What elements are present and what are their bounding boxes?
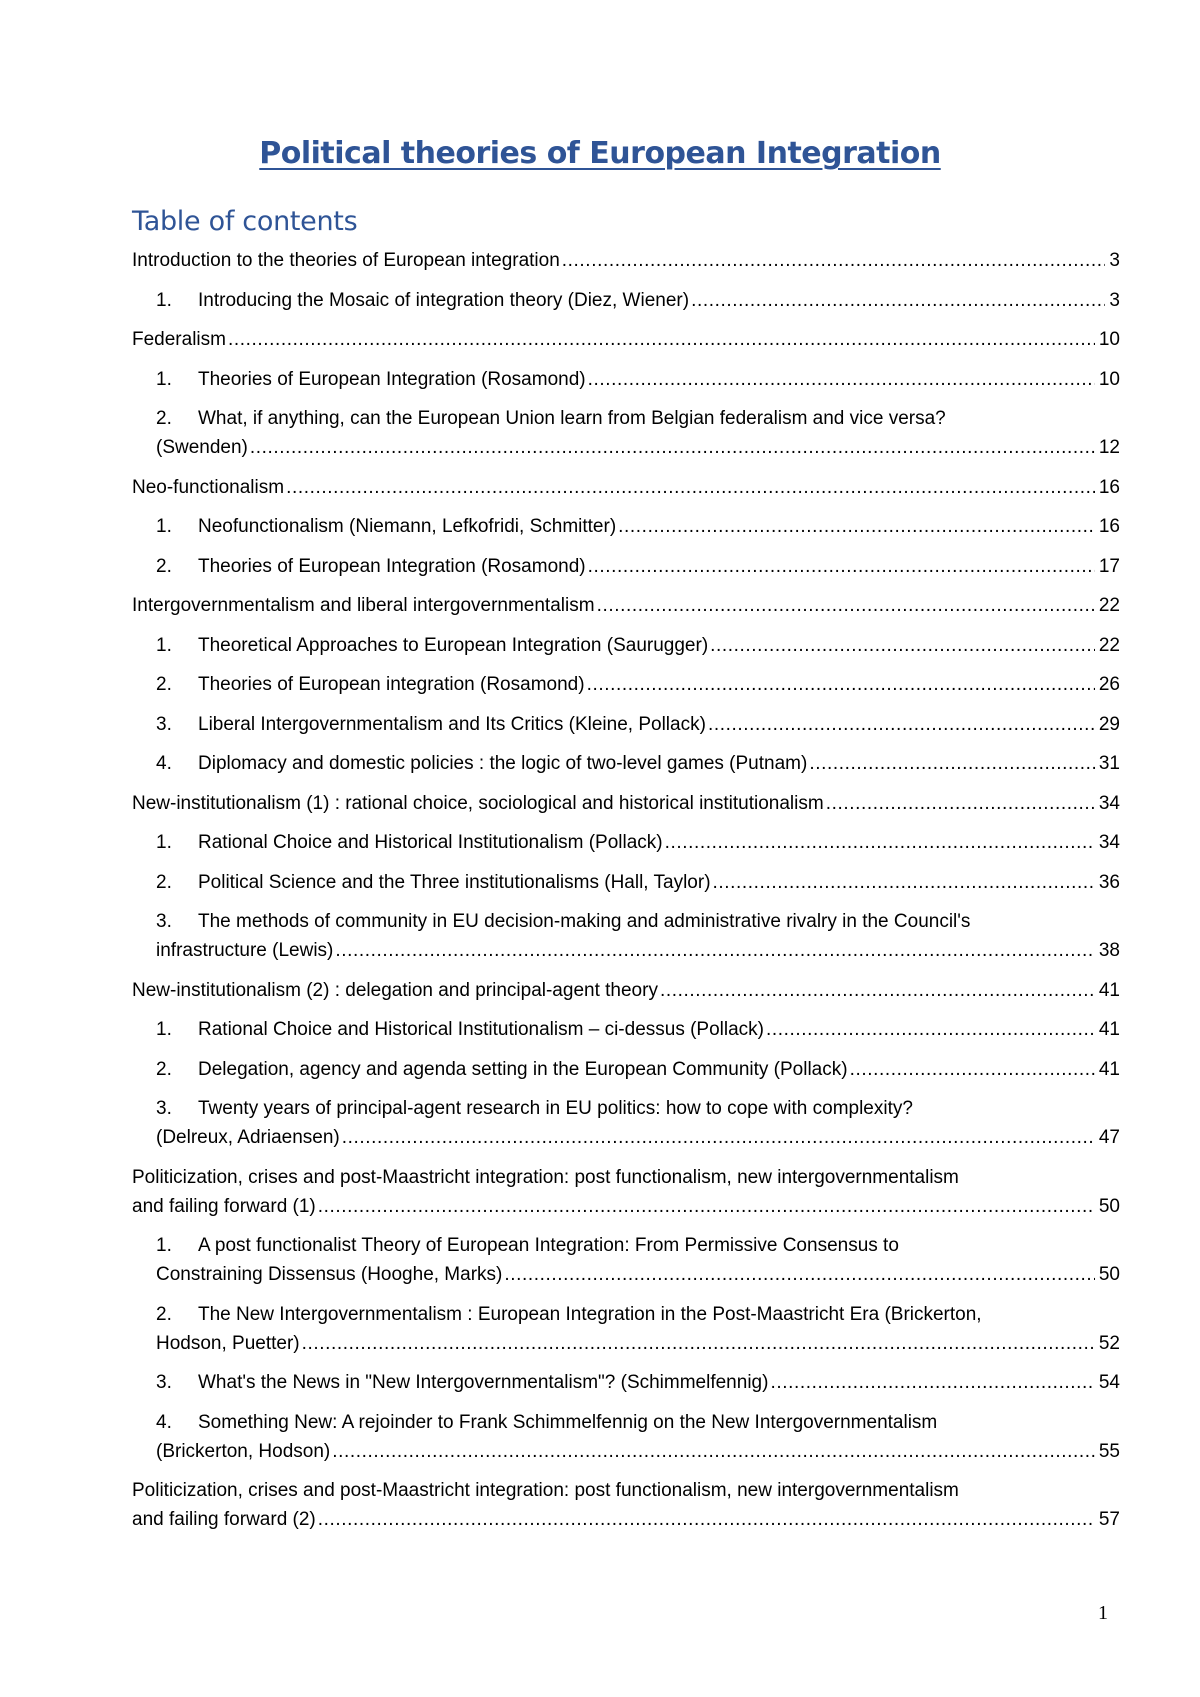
toc-entry-title: Theories of European Integration (Rosamond) [198, 555, 586, 577]
toc-entry-title-continued: Constraining Dissensus (Hooghe, Marks) [156, 1264, 503, 1285]
dot-leader [770, 1368, 1094, 1397]
toc-entry-number: 1. [156, 832, 172, 853]
toc-page-number: 16 [1098, 476, 1120, 498]
toc-entry-title: What's the News in "New Intergovernmentalism"? (Schimmelfennig) [198, 1372, 769, 1393]
toc-entry-number: 3. [156, 1372, 172, 1393]
dot-leader [587, 670, 1095, 699]
toc-entry-number: 1. [156, 1019, 172, 1040]
dot-leader [286, 473, 1095, 502]
toc-entry-politicization-1[interactable] [132, 1163, 1120, 1221]
toc-entry-neo-functionalism[interactable] [132, 473, 1120, 502]
toc-entry-title-continued: infrastructure (Lewis) [156, 940, 334, 961]
toc-page-number: 55 [1098, 1440, 1120, 1462]
toc-entry-title: A post functionalist Theory of European Integration: From Permissive Consensus to [198, 1235, 899, 1256]
toc-page-number: 38 [1098, 940, 1120, 961]
toc-page-number: 10 [1098, 329, 1120, 350]
dot-leader [302, 1329, 1095, 1358]
toc-entry-title-continued: (Swenden) [156, 437, 248, 458]
toc-entry-title: Politicization, crises and post-Maastricht integration: post functionalism, new intergovernmentalism [132, 1166, 959, 1188]
toc-entry-number: 3. [156, 1098, 172, 1119]
toc-page-number: 34 [1098, 832, 1120, 853]
toc-page-number: 29 [1098, 713, 1120, 735]
toc-subentry[interactable] [132, 828, 1120, 857]
toc-entry-number: 1. [156, 634, 172, 656]
dot-leader [504, 1260, 1094, 1289]
toc-entry-number: 2. [156, 408, 172, 429]
toc-entry-title: Theories of European integration (Rosamond) [198, 674, 585, 695]
toc-entry-number: 3. [156, 911, 172, 932]
toc-page-number: 16 [1098, 516, 1120, 537]
dot-leader [713, 868, 1095, 897]
toc-page-number: 31 [1098, 753, 1120, 774]
toc-page-number: 12 [1098, 437, 1120, 458]
dot-leader [318, 1505, 1095, 1534]
dot-leader [826, 789, 1095, 818]
toc-entry-title-continued: Hodson, Puetter) [156, 1332, 300, 1354]
toc-subentry[interactable] [132, 907, 1120, 965]
toc-subentry[interactable] [132, 710, 1120, 739]
toc-entry-title: Introducing the Mosaic of integration theory (Diez, Wiener) [198, 289, 690, 311]
toc-entry-new-institutionalism-2[interactable] [132, 976, 1120, 1005]
toc-page-number: 26 [1098, 674, 1120, 695]
dot-leader [250, 433, 1095, 462]
toc-page-number: 34 [1098, 792, 1120, 814]
toc-entry-title: Intergovernmentalism and liberal intergovernmentalism [132, 595, 595, 616]
dot-leader [660, 976, 1095, 1005]
toc-entry-title: Twenty years of principal-agent research in EU politics: how to cope with complexity? [198, 1098, 913, 1119]
toc-page-number: 10 [1098, 368, 1120, 390]
toc-page-number: 17 [1098, 555, 1120, 577]
toc-entry-number: 1. [156, 516, 172, 537]
toc-subentry[interactable] [132, 1055, 1120, 1084]
toc-subentry[interactable] [132, 631, 1120, 660]
toc-page-number: 57 [1098, 1509, 1120, 1530]
toc-entry-title: Theoretical Approaches to European Integration (Saurugger) [198, 634, 709, 656]
toc-entry-number: 2. [156, 674, 172, 695]
toc-page-number: 41 [1098, 1058, 1120, 1080]
dot-leader [691, 286, 1105, 315]
toc-entry-title: Introduction to the theories of European integration [132, 250, 560, 271]
dot-leader [665, 828, 1095, 857]
toc-subentry[interactable] [132, 749, 1120, 778]
toc-entry-title: Theories of European Integration (Rosamond) [198, 368, 586, 390]
toc-entry-title-continued: and failing forward (1) [132, 1195, 316, 1217]
toc-entry-number: 2. [156, 871, 172, 893]
toc-page-number: 41 [1098, 979, 1120, 1001]
toc-entry-title: Diplomacy and domestic policies : the logic of two-level games (Putnam) [198, 753, 808, 774]
toc-entry-title: What, if anything, can the European Union learn from Belgian federalism and vice versa? [198, 408, 946, 429]
toc-entry-title: Liberal Intergovernmentalism and Its Critics (Kleine, Pollack) [198, 713, 706, 735]
toc-page-number: 3 [1109, 289, 1120, 311]
toc-entry-number: 3. [156, 713, 172, 735]
toc-entry-number: 4. [156, 1411, 172, 1433]
dot-leader [588, 365, 1095, 394]
toc-entry-title: New-institutionalism (2) : delegation and principal-agent theory [132, 979, 658, 1001]
toc-entry-title: The New Intergovernmentalism : European Integration in the Post-Maastricht Era (Brickerton, [198, 1303, 982, 1325]
toc-subentry[interactable] [132, 1368, 1120, 1397]
toc-page-number: 36 [1098, 871, 1120, 893]
toc-subentry[interactable] [132, 1015, 1120, 1044]
toc-page-number: 54 [1098, 1372, 1120, 1393]
toc-entry-federalism[interactable] [132, 325, 1120, 354]
toc-entry-number: 2. [156, 1058, 172, 1080]
toc-entry-title: Delegation, agency and agenda setting in the European Community (Pollack) [198, 1058, 848, 1080]
toc-entry-title: Rational Choice and Historical Institutionalism – ci-dessus (Pollack) [198, 1019, 765, 1040]
toc-subentry[interactable] [132, 1300, 1120, 1358]
toc-entry-number: 4. [156, 753, 172, 774]
toc-page-number: 50 [1098, 1264, 1120, 1285]
toc-entry-number: 1. [156, 1235, 172, 1256]
toc-page-number: 47 [1098, 1127, 1120, 1148]
dot-leader [562, 246, 1106, 275]
toc-page-number: 22 [1098, 634, 1120, 656]
toc-entry-title-continued: and failing forward (2) [132, 1509, 316, 1530]
dot-leader [597, 591, 1095, 620]
toc-page-number: 52 [1098, 1332, 1120, 1354]
dot-leader [335, 936, 1094, 965]
toc-entry-new-institutionalism-1[interactable] [132, 789, 1120, 818]
toc-subentry[interactable] [132, 404, 1120, 462]
toc-entry-title: Something New: A rejoinder to Frank Schimmelfennig on the New Intergovernmentalism [198, 1411, 938, 1433]
toc-page-number: 3 [1109, 250, 1120, 271]
toc-entry-number: 2. [156, 555, 172, 577]
dot-leader [809, 749, 1095, 778]
toc-entry-title: Neofunctionalism (Niemann, Lefkofridi, Schmitter) [198, 516, 617, 537]
toc-subentry[interactable] [132, 512, 1120, 541]
toc-subentry[interactable] [132, 552, 1120, 581]
toc-entry-intergovernmentalism[interactable] [132, 591, 1120, 620]
dot-leader [228, 325, 1095, 354]
dot-leader [710, 631, 1095, 660]
toc-entry-number: 2. [156, 1303, 172, 1325]
dot-leader [766, 1015, 1095, 1044]
toc-entry-title: Politicization, crises and post-Maastricht integration: post functionalism, new intergovernmentalism [132, 1480, 959, 1501]
toc-entry-introduction[interactable] [132, 246, 1120, 275]
toc-entry-title: Federalism [132, 329, 226, 350]
toc-subentry[interactable] [132, 670, 1120, 699]
toc-subentry[interactable] [132, 1231, 1120, 1289]
toc-entry-title: Rational Choice and Historical Institutionalism (Pollack) [198, 832, 663, 853]
toc-subentry[interactable] [132, 286, 1120, 315]
toc-entry-title: Neo-functionalism [132, 476, 285, 498]
toc-entry-title: The methods of community in EU decision-making and administrative rivalry in the Council's [198, 911, 971, 932]
toc-page-number: 50 [1098, 1195, 1120, 1217]
toc-entry-title: New-institutionalism (1) : rational choice, sociological and historical institutionalism [132, 792, 824, 814]
toc-entry-title: Political Science and the Three institutionalisms (Hall, Taylor) [198, 871, 711, 893]
toc-subentry[interactable] [132, 1408, 1120, 1466]
dot-leader [850, 1055, 1095, 1084]
toc-heading: Table of contents [132, 206, 358, 237]
toc-subentry[interactable] [132, 365, 1120, 394]
table-of-contents [132, 246, 1120, 1545]
toc-subentry[interactable] [132, 868, 1120, 897]
dot-leader [342, 1123, 1095, 1152]
page-number: 1 [1098, 1602, 1108, 1624]
toc-page-number: 22 [1098, 595, 1120, 616]
toc-entry-politicization-2[interactable] [132, 1476, 1120, 1534]
dot-leader [708, 710, 1095, 739]
toc-page-number: 41 [1098, 1019, 1120, 1040]
document-title: Political theories of European Integration [259, 136, 941, 171]
dot-leader [318, 1192, 1095, 1221]
dot-leader [618, 512, 1095, 541]
toc-entry-number: 1. [156, 289, 172, 311]
toc-entry-title-continued: (Delreux, Adriaensen) [156, 1127, 340, 1148]
dot-leader [588, 552, 1095, 581]
toc-entry-number: 1. [156, 368, 172, 390]
toc-subentry[interactable] [132, 1094, 1120, 1152]
dot-leader [332, 1437, 1095, 1466]
toc-entry-title-continued: (Brickerton, Hodson) [156, 1440, 331, 1462]
